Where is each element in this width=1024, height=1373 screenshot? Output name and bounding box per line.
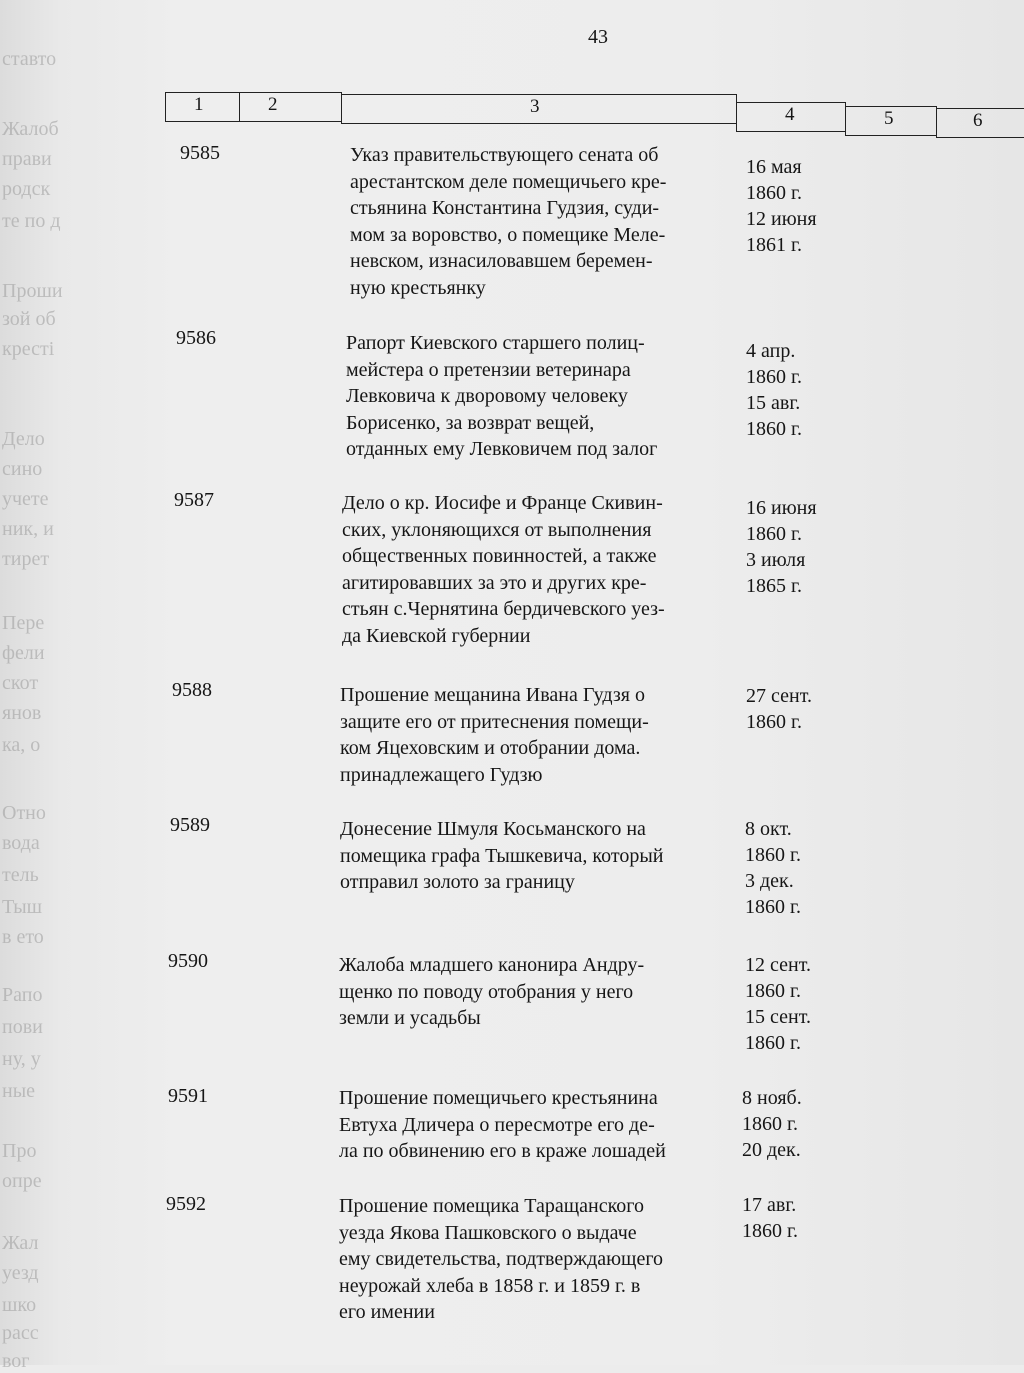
date-line: 17 авг. xyxy=(742,1194,797,1216)
bleed-fragment: кресті xyxy=(2,338,55,360)
entry-description xyxy=(342,490,732,649)
bleed-fragment: янов xyxy=(2,702,42,724)
bleed-fragment: фели xyxy=(2,642,45,664)
date-line: 1860 г. xyxy=(746,418,802,440)
entry-description xyxy=(340,816,730,896)
bleed-fragment: сино xyxy=(2,458,43,480)
column-header-4: 4 xyxy=(736,102,846,132)
description-line: уезда Якова Пашковского о выдаче xyxy=(339,1221,637,1244)
date-line: 1860 г. xyxy=(746,523,802,545)
description-line: отданных ему Левковичем под залог xyxy=(346,438,658,460)
date-line: 27 сент. xyxy=(746,685,812,707)
bleed-fragment: ка, о xyxy=(2,734,41,756)
bleed-fragment: уезд xyxy=(2,1262,39,1284)
description-line: невском, изнасиловавшем беремен- xyxy=(350,250,653,272)
entry-dates xyxy=(742,1085,802,1163)
date-line: 1860 г. xyxy=(745,896,801,918)
description-line: принадлежащего Гудзю xyxy=(340,763,543,786)
description-line: агитировавших за это и других кре- xyxy=(342,571,647,594)
entry-dates xyxy=(746,495,817,599)
entry-dates xyxy=(746,338,802,442)
entry-description xyxy=(339,952,729,1032)
bleed-fragment: расс xyxy=(2,1322,39,1344)
date-line: 15 сент. xyxy=(745,1006,811,1028)
bleed-fragment: родск xyxy=(2,178,51,200)
entry-description xyxy=(339,1193,729,1326)
entry-number: 9590 xyxy=(168,950,208,972)
description-line: Левковича к дворовому человеку xyxy=(346,385,628,407)
description-line: ную крестьянку xyxy=(350,276,486,299)
date-line: 1860 г. xyxy=(746,182,802,204)
entry-description xyxy=(350,142,740,301)
date-line: 1860 г. xyxy=(745,844,801,866)
date-line: 1860 г. xyxy=(745,1032,801,1054)
bleed-fragment: вог xyxy=(2,1350,30,1372)
date-line: 4 апр. xyxy=(746,340,796,362)
bleed-fragment: Про xyxy=(2,1140,37,1162)
bleed-fragment: Жалоб xyxy=(2,118,59,140)
bleed-fragment: шко xyxy=(2,1294,37,1316)
bleed-fragment: скот xyxy=(2,672,39,694)
description-line: щенко по поводу отобрания у него xyxy=(339,980,634,1003)
bleed-fragment: пови xyxy=(2,1016,43,1038)
description-line: стьян с.Чернятина бердичевского уез- xyxy=(342,598,665,620)
description-line: земли и усадьбы xyxy=(339,1007,481,1029)
entry-dates xyxy=(745,816,801,920)
description-line: отправил золото за границу xyxy=(340,871,575,893)
description-line: Евтуха Дличера о пересмотре его де- xyxy=(339,1113,655,1136)
bleed-fragment: прави xyxy=(2,148,52,170)
description-line: Рапорт Киевского старшего полиц- xyxy=(346,332,645,354)
description-line: Прошение мещанина Ивана Гудзя о xyxy=(340,684,645,706)
date-line: 12 июня xyxy=(746,208,817,230)
description-line: ком Яцеховским и отобрании дома. xyxy=(340,737,641,759)
description-line: помещика графа Тышкевича, который xyxy=(340,844,664,867)
entry-number: 9591 xyxy=(168,1085,208,1107)
bleed-fragment: в ето xyxy=(2,926,44,948)
column-header-row xyxy=(165,92,1024,132)
date-line: 1860 г. xyxy=(746,366,802,388)
date-line: 16 июня xyxy=(746,497,817,519)
entry-number: 9589 xyxy=(170,814,210,836)
entry-dates xyxy=(746,683,812,735)
description-line: мейстера о претензии ветеринара xyxy=(346,358,631,381)
entry-dates xyxy=(745,952,811,1056)
bleed-fragment: Дело xyxy=(2,428,45,450)
entry-description xyxy=(346,330,736,463)
description-line: ских, уклоняющихся от выполнения xyxy=(342,518,652,541)
bleed-fragment: Тыш xyxy=(2,896,43,918)
column-header-5: 5 xyxy=(845,106,937,136)
description-line: ла по обвинению его в краже лошадей xyxy=(339,1140,666,1162)
description-line: Прошение помещика Таращанского xyxy=(339,1195,644,1217)
date-line: 1865 г. xyxy=(746,575,802,597)
date-line: 1860 г. xyxy=(746,711,802,733)
description-line: ему свидетельства, подтверждающего xyxy=(339,1248,664,1270)
description-line: да Киевской губернии xyxy=(342,624,531,647)
date-line: 3 дек. xyxy=(745,870,794,892)
description-line: Жалоба младшего канонира Андру- xyxy=(339,954,645,976)
date-line: 1860 г. xyxy=(742,1113,798,1135)
bleed-fragment: Рапо xyxy=(2,984,43,1006)
column-header-6: 6 xyxy=(936,108,1024,138)
column-header-2: 2 xyxy=(239,92,342,122)
bleed-fragment: Жал xyxy=(2,1232,39,1254)
entry-number: 9592 xyxy=(166,1193,206,1215)
bleed-fragment: учете xyxy=(2,488,49,510)
description-line: его имении xyxy=(339,1301,435,1323)
description-line: неурожай хлеба в 1858 г. и 1859 г. в xyxy=(339,1274,641,1297)
entry-dates xyxy=(742,1192,798,1244)
entry-number: 9587 xyxy=(174,489,214,511)
column-header-1: 1 xyxy=(165,92,240,122)
bleed-fragment: зой об xyxy=(2,308,56,330)
description-line: Указ правительствующего сената об xyxy=(350,144,659,166)
entry-number: 9585 xyxy=(180,142,220,164)
column-header-3: 3 xyxy=(341,94,737,124)
description-line: Прошение помещичьего крестьянина xyxy=(339,1087,658,1109)
date-line: 8 нояб. xyxy=(742,1087,802,1109)
description-line: стьянина Константина Гудзия, суди- xyxy=(350,197,660,219)
bleed-fragment: Проши xyxy=(2,280,63,302)
bleed-fragment: ные xyxy=(2,1080,36,1102)
description-line: арестантском деле помещичьего кре- xyxy=(350,170,667,193)
date-line: 1860 г. xyxy=(742,1220,798,1242)
bleed-fragment: ну, у xyxy=(2,1048,41,1070)
bleed-fragment: вода xyxy=(2,832,40,854)
entry-dates xyxy=(746,154,817,258)
bleed-fragment: ник, и xyxy=(2,518,54,540)
entry-description xyxy=(339,1085,729,1165)
bleed-fragment: опре xyxy=(2,1170,42,1192)
bleed-fragment: Отно xyxy=(2,802,46,824)
bleed-fragment: Пере xyxy=(2,612,45,634)
date-line: 16 мая xyxy=(746,156,802,178)
description-line: Борисенко, за возврат вещей, xyxy=(346,411,595,434)
description-line: защите его от притеснения помещи- xyxy=(340,710,649,733)
description-line: мом за воровство, о помещике Мелe- xyxy=(350,223,666,246)
date-line: 8 окт. xyxy=(745,818,792,840)
entry-number: 9588 xyxy=(172,679,212,701)
date-line: 20 дек. xyxy=(742,1139,801,1161)
date-line: 1860 г. xyxy=(745,980,801,1002)
bleed-fragment: тирет xyxy=(2,548,50,570)
page-number: 43 xyxy=(588,26,608,48)
bleed-fragment: те по д xyxy=(2,210,61,232)
entry-number: 9586 xyxy=(176,327,216,349)
date-line: 3 июля xyxy=(746,549,806,571)
bleed-fragment: тель xyxy=(2,864,39,886)
bleed-fragment: ставто xyxy=(2,48,57,70)
date-line: 1861 г. xyxy=(746,234,802,256)
date-line: 15 авг. xyxy=(746,392,801,414)
description-line: Донесение Шмуля Косьманского на xyxy=(340,818,646,840)
description-line: общественных повинностей, а также xyxy=(342,545,657,567)
description-line: Дело о кр. Иосифе и Франце Скивин- xyxy=(342,492,663,514)
entry-description xyxy=(340,682,730,788)
date-line: 12 сент. xyxy=(745,954,811,976)
